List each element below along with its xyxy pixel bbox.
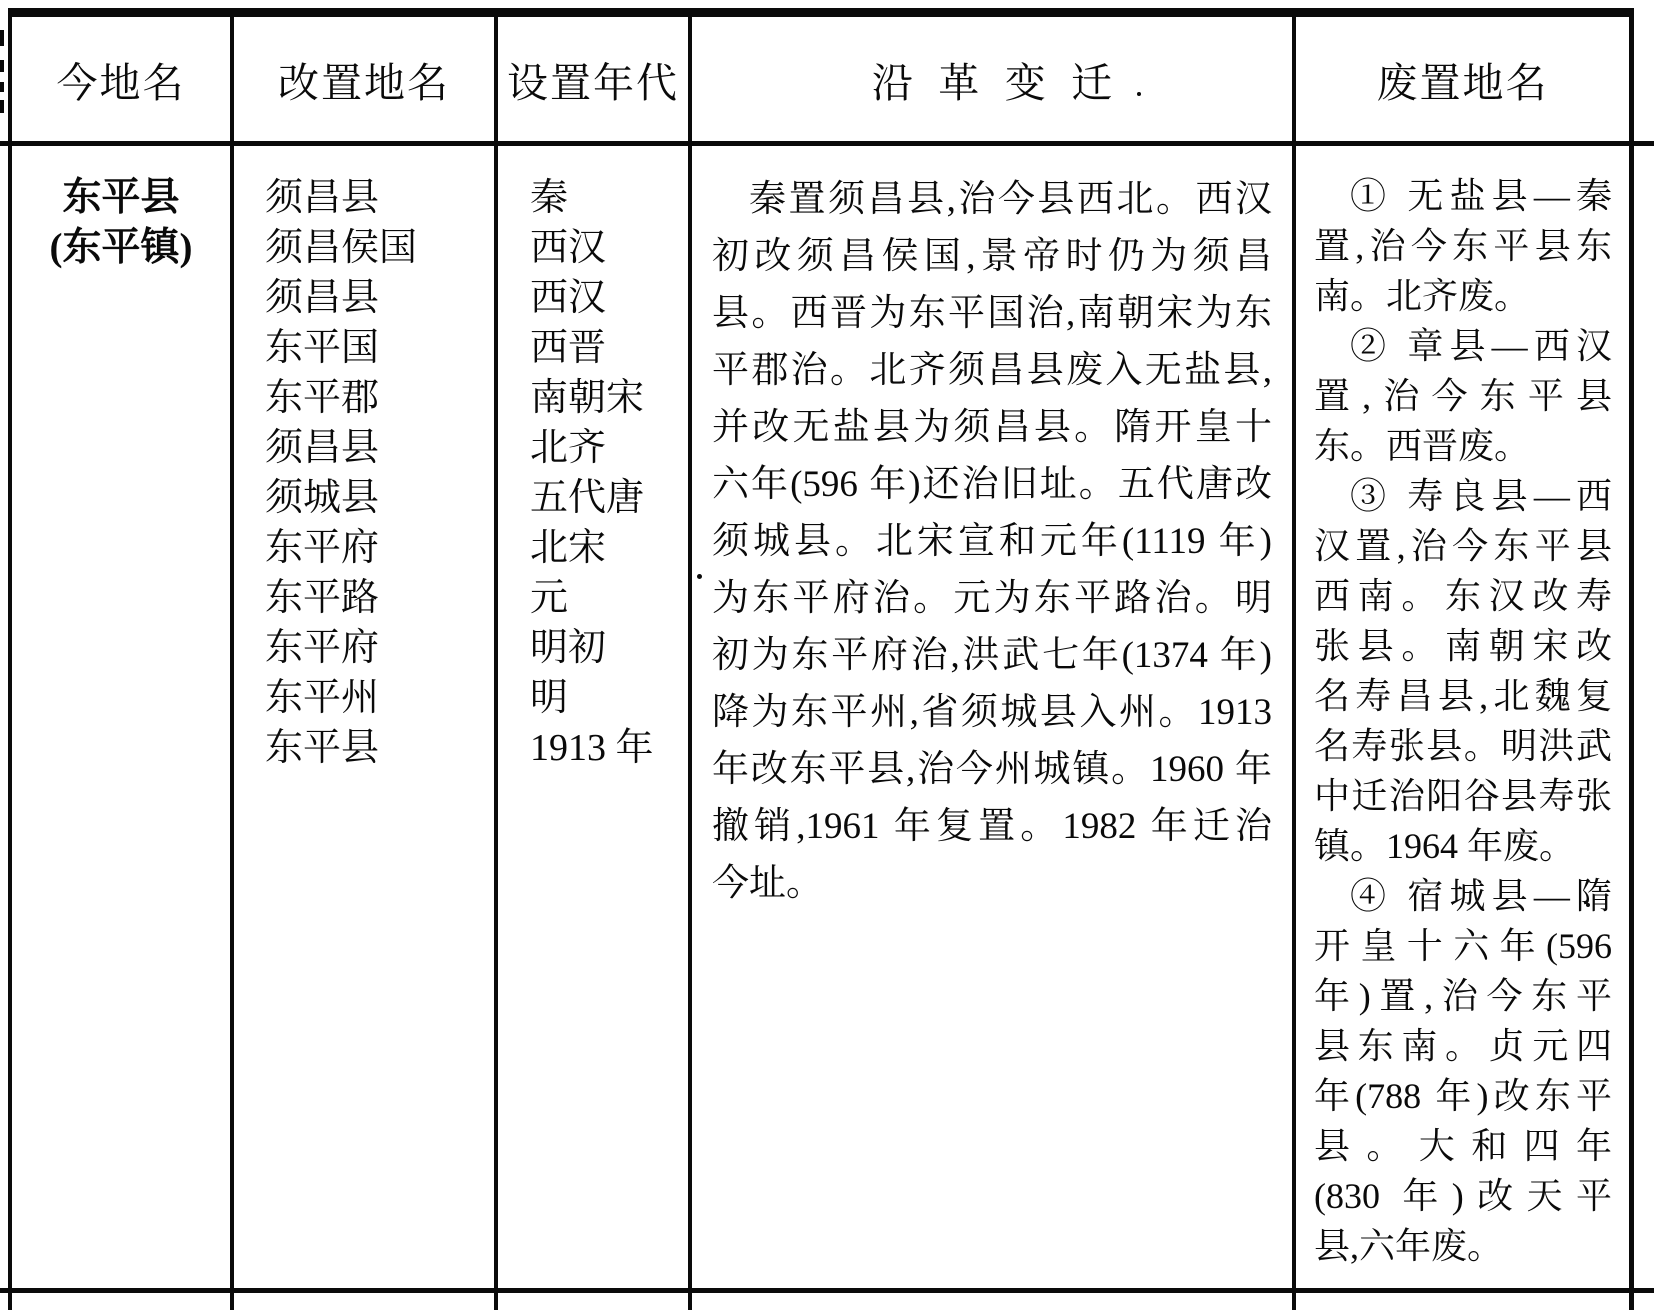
text-line: 秦置须昌县,治今县西北。西汉: [749, 179, 1272, 220]
current-name-line: 东平县: [62, 176, 180, 219]
text-line: 六年(596 年)还治旧址。五代唐改: [712, 464, 1272, 505]
text-line: 县东南。贞元四: [1314, 1026, 1612, 1066]
table-right-border: [1629, 8, 1634, 1310]
cell-eras: [530, 146, 688, 1288]
list-entry: 须昌县: [265, 177, 380, 219]
scan-artifact: [0, 100, 4, 113]
header-label: 沿革变迁: [871, 59, 1138, 106]
cell-renamed-names: [265, 146, 494, 1288]
header-label: 废置地名: [1376, 59, 1549, 106]
text-line: 年改东平县,治今州城镇。1960 年: [712, 749, 1272, 790]
list-entry: 北齐: [530, 427, 607, 469]
column-divider: [688, 8, 692, 1310]
text-line: 南。北齐废。: [1314, 276, 1531, 316]
list-entry: 西汉: [530, 277, 607, 319]
text-line: 县。西晋为东平国治,南朝宋为东: [712, 293, 1272, 334]
scan-artifact: [0, 30, 4, 46]
text-line: 中迁治阳谷县寿张: [1314, 776, 1612, 816]
list-entry: 东平州: [265, 677, 380, 719]
column-divider: [494, 8, 498, 1310]
list-entry: 须城县: [265, 477, 380, 519]
text-line: 年)置,治今东平: [1314, 976, 1612, 1016]
col-header-current-name: [12, 17, 230, 141]
header-label: 改置地名: [278, 59, 450, 106]
text-line: ③ 寿良县—西: [1350, 476, 1612, 516]
list-entry: 须昌县: [265, 277, 380, 319]
list-entry: 须昌县: [265, 427, 380, 469]
list-entry: 东平郡: [265, 377, 380, 419]
col-header-era: [498, 17, 688, 141]
list-entry: 东平路: [265, 577, 380, 619]
text-line: 初为东平府治,洪武七年(1374 年): [712, 635, 1272, 676]
scan-artifact: [0, 82, 4, 92]
scan-artifact: [0, 60, 4, 72]
table-top-border: [8, 8, 1633, 17]
text-line: ② 章县—西汉: [1350, 326, 1612, 366]
header-label: 设置年代: [507, 59, 679, 106]
list-entry: 南朝宋: [530, 377, 645, 419]
list-entry: 五代唐: [530, 477, 645, 519]
column-divider: [230, 8, 234, 1310]
list-entry: 东平县: [265, 727, 380, 769]
cell-evolution-text: [712, 146, 1272, 1288]
text-line: 初改须昌侯国,景帝时仍为须昌: [712, 236, 1272, 277]
list-entry: 东平国: [265, 327, 380, 369]
text-line: 名寿张县。明洪武: [1314, 726, 1612, 766]
column-divider: [1292, 8, 1296, 1310]
list-entry: 东平府: [265, 627, 380, 669]
text-line: 置,治今东平县东: [1314, 226, 1612, 266]
text-line: 东。西晋废。: [1314, 426, 1531, 466]
header-label: 今地名: [56, 59, 186, 106]
text-line: 并改无盐县为须昌县。隋开皇十: [712, 407, 1272, 448]
current-name-line: (东平镇): [49, 226, 193, 269]
text-line: 汉置,治今东平县: [1314, 526, 1612, 566]
list-entry: 西晋: [530, 327, 607, 369]
text-line: 开皇十六年(596: [1314, 926, 1612, 966]
list-entry: 西汉: [530, 227, 607, 269]
text-line: 镇。1964 年废。: [1314, 826, 1576, 866]
text-line: 年(788 年)改东平: [1314, 1076, 1612, 1116]
text-line: ④ 宿城县—隋: [1350, 876, 1612, 916]
text-line: 张县。南朝宋改: [1314, 626, 1612, 666]
text-line: 今址。: [712, 863, 823, 904]
list-entry: 秦: [530, 177, 569, 219]
text-line: 县。大和四年: [1314, 1126, 1612, 1166]
text-line: 降为东平州,省须城县入州。1913: [712, 692, 1272, 733]
col-header-abolished: [1296, 17, 1629, 141]
cell-abolished-names: [1314, 146, 1612, 1288]
text-line: 须城县。北宋宣和元年(1119 年): [712, 521, 1272, 562]
cell-current-name: [12, 146, 230, 1288]
row-separator-line: [0, 1288, 1654, 1293]
list-entry: 北宋: [530, 527, 607, 569]
text-line: 名寿昌县,北魏复: [1314, 676, 1612, 716]
list-entry: 元: [530, 577, 569, 619]
text-line: 为东平府治。元为东平路治。明: [712, 578, 1272, 619]
list-entry: 明初: [530, 627, 607, 669]
text-line: 西南。东汉改寿: [1314, 576, 1612, 616]
list-entry: 明: [530, 677, 569, 719]
text-line: 平郡治。北齐须昌县废入无盐县,: [712, 350, 1272, 391]
text-line: (830 年)改天平: [1314, 1176, 1612, 1216]
text-line: ① 无盐县—秦: [1350, 176, 1612, 216]
text-line: 置,治今东平县: [1314, 376, 1612, 416]
list-entry: 1913 年: [530, 727, 654, 769]
list-entry: 须昌侯国: [265, 227, 418, 269]
col-header-evolution: [692, 17, 1292, 141]
col-header-renamed-name: [234, 17, 494, 141]
text-line: 县,六年废。: [1314, 1226, 1504, 1266]
list-entry: 东平府: [265, 527, 380, 569]
text-line: 撤销,1961 年复置。1982 年迁治: [712, 806, 1272, 847]
ink-speck: [697, 574, 702, 579]
